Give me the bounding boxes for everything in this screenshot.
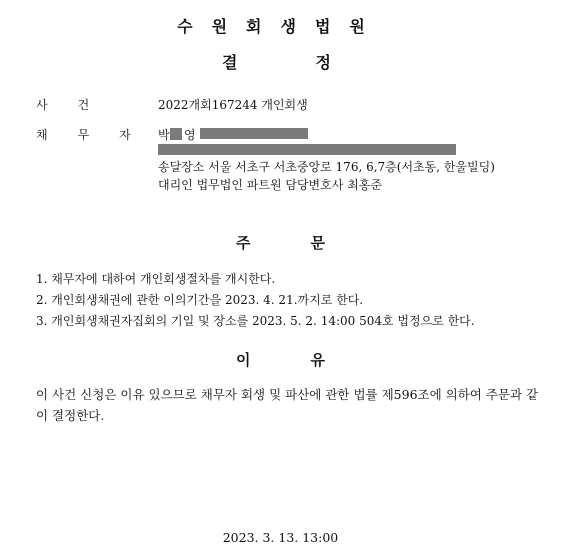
debtor-name-start: 박 [158, 128, 170, 142]
legal-representative: 대리인 법무법인 파트원 담당변호사 최홍준 [158, 178, 382, 192]
case-number: 2022개회167244 개인회생 [158, 98, 308, 112]
debtor-name-redaction [170, 128, 182, 140]
debtor-name-end: 영 [184, 128, 196, 142]
order-item-3: 3. 개인회생채권자집회의 기일 및 장소를 2023. 5. 2. 14:00 504호 법정으로 한다. [36, 314, 475, 328]
court-name: 수원회생법원 [177, 17, 384, 36]
order-item-1: 1. 채무자에 대하여 개인회생절차를 개시한다. [36, 272, 276, 286]
debtor-address-redaction [158, 144, 456, 155]
debtor-label: 채무자 [36, 128, 161, 142]
service-address: 송달장소 서울 서초구 서초중앙로 176, 6,7층(서초동, 한울빌딩) [158, 160, 495, 174]
order-item-2: 2. 개인회생채권에 관한 이의기간을 2023. 4. 21.까지로 한다. [36, 293, 364, 307]
decision-date: 2023. 3. 13. 13:00 [222, 530, 339, 545]
document-title: 결정 [222, 53, 409, 72]
case-label: 사건 [36, 98, 120, 112]
order-heading: 주문 [236, 234, 385, 252]
debtor-id-redaction [200, 128, 308, 139]
reason-text: 이 사건 신청은 이유 있으므로 채무자 회생 및 파산에 관한 법률 제596조에 의하여 주문과 같이 결정한다. [36, 387, 539, 423]
reason-heading: 이유 [236, 351, 385, 369]
